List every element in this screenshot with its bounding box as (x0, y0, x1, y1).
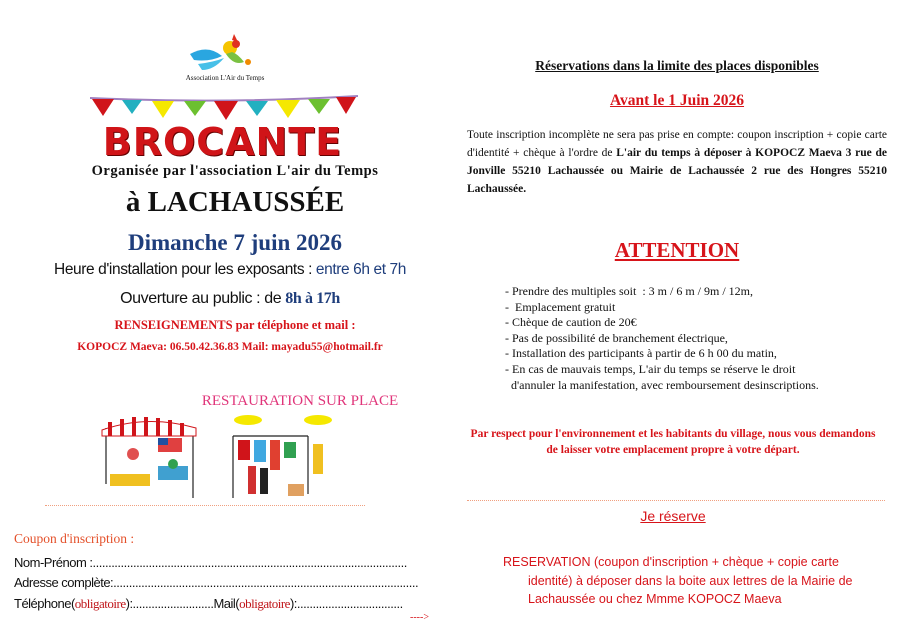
required-label: obligatoire (74, 596, 126, 611)
para-bold: L'air du temps à déposer à KOPOCZ Maeva 3 rue de Jonville 55210 Lachaussée ou Mairie de Lachaussée 2 rue des Hongres 55210 Lachaussée. (467, 147, 887, 195)
list-item: - Installation des participants à partir de 6 h 00 du matin, (505, 346, 777, 361)
coupon-title: Coupon d'inscription : (14, 531, 135, 546)
address-field[interactable]: Adresse complète:.................................................................................................. (14, 575, 419, 590)
mail-dots: ):.................................. (289, 596, 403, 611)
list-item: - Chèque de caution de 20€ (505, 315, 637, 330)
phone-dots: ):..........................Mail( (125, 596, 240, 611)
list-item: - Prendre des multiples soit : 3 m / 6 m / 9m / 12m, (505, 284, 753, 298)
reservation-heading: Réservations dans la limite des places disponibles (535, 58, 819, 73)
town-heading: à LACHAUSSÉE (125, 186, 345, 218)
event-date: Dimanche 7 juin 2026 (127, 230, 343, 255)
brocante-title: BROCANTE (102, 120, 343, 164)
para-normal: Toute inscription incomplète ne sera pas prise en compte: coupon inscription + copie carte d'identité + chèque à l'ordre de (467, 129, 887, 159)
rules-list (505, 284, 865, 393)
list-item: - En cas de mauvais temps, L'air du temps se réserve le droit (505, 361, 796, 376)
divider-right (467, 500, 885, 501)
list-item: - Pas de possibilité de branchement électrique, (505, 330, 728, 345)
list-item: d'annuler la manifestation, avec remboursement desinscriptions. (505, 377, 819, 392)
registration-paragraph (467, 126, 887, 198)
list-item: - Emplacement gratuit (505, 299, 616, 314)
required-label: obligatoire (239, 596, 290, 611)
phone-mail-field[interactable] (14, 596, 403, 612)
phone-label: Téléphone( (14, 596, 75, 611)
install-label: Heure d'installation pour les exposants : (54, 261, 316, 278)
restauration-heading: RESTAURATION SUR PLACE (201, 393, 399, 409)
open-label: Ouverture au public : de (120, 290, 286, 307)
reservation-line: RESERVATION (coupon d'inscription + chèque + copie carte (503, 555, 839, 569)
name-field[interactable]: Nom-Prénom :..................................................................................................... (14, 555, 407, 570)
contact-line: KOPOCZ Maeva: 06.50.42.36.83 Mail: mayadu55@hotmail.fr (77, 341, 383, 353)
attention-heading: ATTENTION (614, 238, 740, 262)
reservation-line: identité) à déposer dans la boite aux lettres de la Mairie de (528, 573, 853, 588)
deadline: Avant le 1 Juin 2026 (609, 92, 745, 109)
info-heading: RENSEIGNEMENTS par téléphone et mail : (114, 318, 356, 332)
opening-hours (60, 290, 400, 308)
arrow: ----> (410, 612, 429, 623)
je-reserve-heading: Je réserve (640, 508, 706, 524)
install-time: entre 6h et 7h (315, 261, 406, 278)
install-hours (20, 261, 440, 279)
reservation-instructions (503, 553, 853, 609)
logo-caption: Association L'Air du Temps (185, 74, 265, 82)
flea-market-illustration-icon (98, 414, 346, 502)
reservation-line: Lachaussée ou chez Mmme KOPOCZ Maeva (528, 592, 782, 606)
organizer-line: Organisée par l'association L'air du Temps (91, 163, 379, 179)
open-time: 8h à 17h (285, 290, 340, 307)
respect-notice: Par respect pour l'environnement et les habitants du village, nous vous demandons de laisser votre emplacement propre à votre départ. (470, 428, 876, 456)
bird-logo-icon (188, 32, 258, 76)
divider-left (45, 505, 365, 506)
